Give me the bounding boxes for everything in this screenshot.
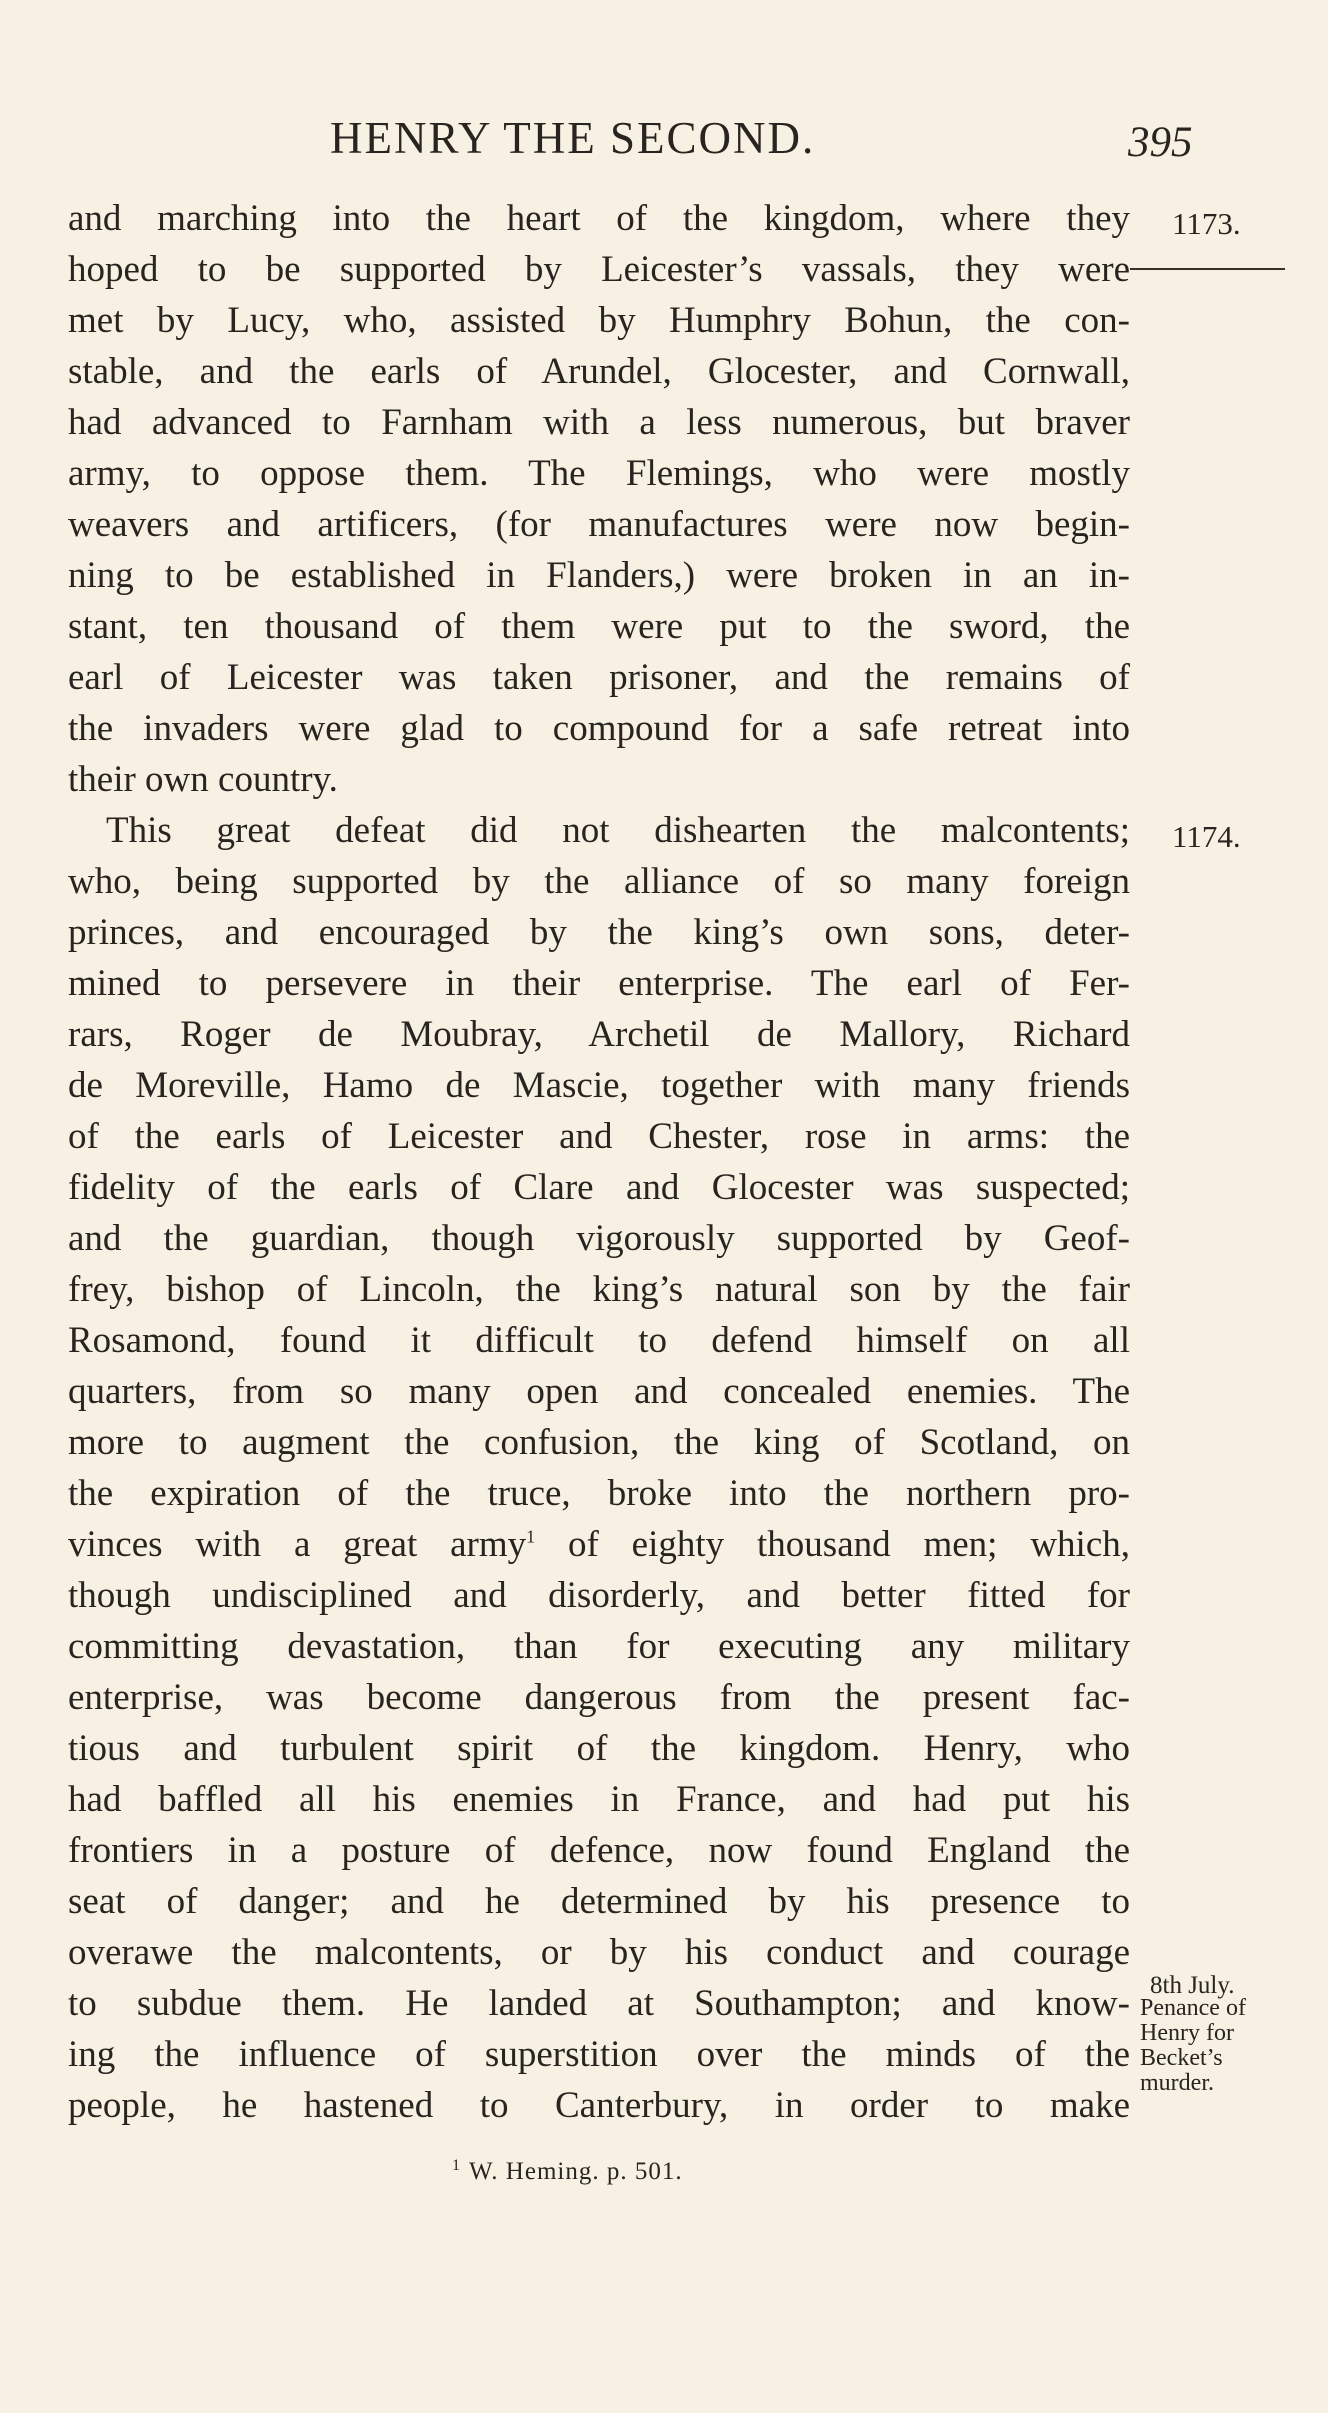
- footnote-text: W. Heming. p. 501.: [469, 2158, 683, 2185]
- text-line: committing devastation, than for executing any military: [68, 1626, 1130, 1667]
- text-line: quarters, from so many open and concealed enemies. The: [68, 1371, 1130, 1412]
- text-line: tious and turbulent spirit of the kingdom. Henry, who: [68, 1728, 1130, 1769]
- text-line: de Moreville, Hamo de Mascie, together with many friends: [68, 1065, 1130, 1106]
- running-head: [70, 112, 1193, 172]
- margin-rule: [1130, 268, 1285, 270]
- text-line: army, to oppose them. The Flemings, who were mostly: [68, 453, 1130, 494]
- margin-year: 1173.: [1172, 206, 1241, 241]
- text-line: though undisciplined and disorderly, and better fitted for: [68, 1575, 1130, 1616]
- footnote-mark: 1: [452, 2156, 461, 2174]
- text-line: seat of danger; and he determined by his presence to: [68, 1881, 1130, 1922]
- sidenote-line: Becket’s: [1140, 2045, 1223, 2071]
- text-line: of the earls of Leicester and Chester, rose in arms: the: [68, 1116, 1130, 1157]
- margin-date: 8th July.: [1150, 1972, 1235, 1999]
- text-line: the expiration of the truce, broke into the northern pro-: [68, 1473, 1130, 1514]
- text-line: weavers and artificers, (for manufactures were now begin-: [68, 504, 1130, 545]
- text-line: had advanced to Farnham with a less numerous, but braver: [68, 402, 1130, 443]
- margin-year: 1174.: [1172, 819, 1241, 854]
- text-line: frontiers in a posture of defence, now found England the: [68, 1830, 1130, 1871]
- text-line: frey, bishop of Lincoln, the king’s natural son by the fair: [68, 1269, 1130, 1310]
- footnote: [452, 2158, 683, 2186]
- text-line: hoped to be supported by Leicester’s vassals, they were: [68, 249, 1130, 290]
- text-line-with-footnote: [68, 1519, 1130, 1570]
- margin-sidenote: [1140, 1996, 1246, 2096]
- text-line: to subdue them. He landed at Southampton; and know-: [68, 1983, 1130, 2024]
- running-title: HENRY THE SECOND.: [330, 113, 816, 163]
- text-line: met by Lucy, who, assisted by Humphry Bohun, the con-: [68, 300, 1130, 341]
- text-line: had baffled all his enemies in France, and had put his: [68, 1779, 1130, 1820]
- text-line: ning to be established in Flanders,) were broken in an in-: [68, 555, 1130, 596]
- text-line: This great defeat did not dishearten the malcontents;: [106, 810, 1130, 851]
- body-text: [68, 193, 1130, 2131]
- footnote-reference[interactable]: 1: [526, 1526, 536, 1547]
- text-line: and marching into the heart of the kingdom, where they: [68, 198, 1130, 239]
- text-line: earl of Leicester was taken prisoner, and the remains of: [68, 657, 1130, 698]
- text-line: rars, Roger de Moubray, Archetil de Mallory, Richard: [68, 1014, 1130, 1055]
- text-line: who, being supported by the alliance of so many foreign: [68, 861, 1130, 902]
- text-line: the invaders were glad to compound for a safe retreat into: [68, 708, 1130, 749]
- text-segment: of eighty thousand men; which,: [568, 1524, 1130, 1565]
- sidenote-line: murder.: [1140, 2070, 1214, 2096]
- text-segment: vinces with a great army: [68, 1524, 527, 1565]
- text-line: people, he hastened to Canterbury, in order to make: [68, 2085, 1130, 2126]
- sidenote-line: Henry for: [1140, 2020, 1234, 2046]
- text-line: Rosamond, found it difficult to defend himself on all: [68, 1320, 1130, 1361]
- text-line: ing the influence of superstition over the minds of the: [68, 2034, 1130, 2075]
- text-line: and the guardian, though vigorously supported by Geof-: [68, 1218, 1130, 1259]
- text-line: enterprise, was become dangerous from the present fac-: [68, 1677, 1130, 1718]
- text-line: overawe the malcontents, or by his conduct and courage: [68, 1932, 1130, 1973]
- sidenote-line: Penance of: [1140, 1995, 1246, 2021]
- page-number: 395: [1128, 119, 1193, 166]
- text-line: mined to persevere in their enterprise. The earl of Fer-: [68, 963, 1130, 1004]
- text-line: princes, and encouraged by the king’s own sons, deter-: [68, 912, 1130, 953]
- text-line: stable, and the earls of Arundel, Glocester, and Cornwall,: [68, 351, 1130, 392]
- text-line: stant, ten thousand of them were put to the sword, the: [68, 606, 1130, 647]
- text-line: their own country.: [68, 759, 338, 800]
- text-line: more to augment the confusion, the king of Scotland, on: [68, 1422, 1130, 1463]
- text-line: fidelity of the earls of Clare and Glocester was suspected;: [68, 1167, 1130, 1208]
